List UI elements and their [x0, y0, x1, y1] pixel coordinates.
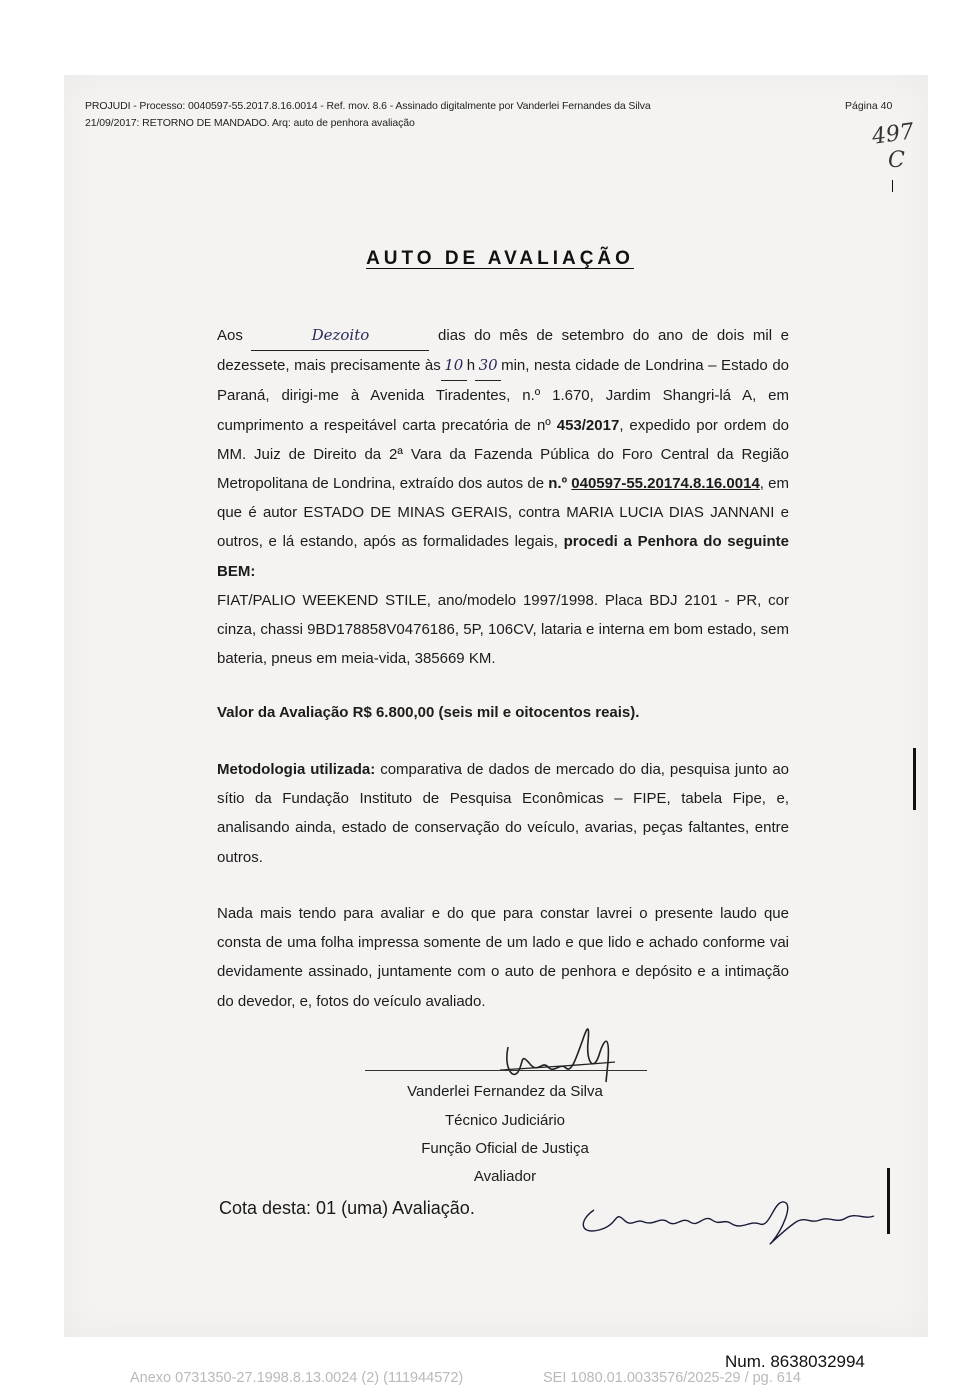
- text-court: , expedido por ordem do MM. Juiz de Direito da 2ª Vara da Fazenda Pública do Foro Central da Região Metropolitana de Londrina, extraído dos autos de: [217, 416, 790, 493]
- page-number: Página 40: [845, 100, 893, 112]
- metodologia-label: Metodologia utilizada:: [217, 761, 376, 778]
- text-h: h: [466, 357, 476, 375]
- handwritten-page-letter: C: [888, 148, 905, 173]
- precatoria-number: 453/2017: [556, 416, 620, 434]
- handwritten-signature: [574, 1190, 884, 1250]
- minute-blank: [475, 351, 501, 381]
- cota-text: Cota desta: 01 (uma) Avaliação.: [219, 1198, 475, 1218]
- metodologia-paragraph: [217, 755, 789, 872]
- text-aos: Aos: [217, 327, 243, 344]
- scan-edge-mark-middle: [913, 748, 916, 810]
- handwritten-day: Dezoito: [311, 326, 370, 344]
- vehicle-description: FIAT/PALIO WEEKEND STILE, ano/modelo 1997/1998. Placa BDJ 2101 - PR, cor cinza, chassi 9BD178858V0476186, 5P, 106CV, lataria e interna em bom estado, sem bateria, pneus em meia-vida, 385669 KM.: [217, 591, 789, 668]
- signer-role-oficial: Função Oficial de Justiça: [421, 1140, 589, 1157]
- handwritten-page-number: 497: [870, 119, 916, 150]
- signer-name: Vanderlei Fernandez da Silva: [407, 1083, 603, 1100]
- footer-anexo: Anexo 0731350-27.1998.8.13.0024 (2) (111944572): [130, 1370, 464, 1386]
- text-parties: , em que é autor ESTADO DE MINAS GERAIS, contra MARIA LUCIA DIAS JANNANI e outros, e lá estando, após as formalidades legais,: [217, 475, 789, 551]
- signature-line: [365, 1070, 647, 1071]
- hour-blank: [441, 351, 467, 381]
- main-paragraph: [217, 321, 789, 673]
- footer-sei: SEI 1080.01.0033576/2025-29 / pg. 614: [543, 1370, 801, 1386]
- handwritten-minute: 30: [478, 356, 498, 375]
- projudi-header-line1: PROJUDI - Processo: 0040597-55.2017.8.16.0014 - Ref. mov. 8.6 - Assinado digitalmente por Vanderlei Fernandes da Silva: [85, 100, 651, 112]
- autos-number: 040597-55.20174.8.16.0014: [571, 475, 760, 493]
- projudi-header-line2: 21/09/2017: RETORNO DE MANDADO. Arq: auto de penhora avaliação: [85, 117, 415, 129]
- signature-scribble: [490, 1012, 620, 1087]
- metodologia-text: comparativa de dados de mercado do dia, pesquisa junto ao sítio da Fundação Instituto de Pesquisa Econômicas – FIPE, tabela Fipe, e, analisando ainda, estado de conservação do veículo, avarias, peças faltantes, entre outros.: [217, 761, 789, 866]
- document-title: AUTO DE AVALIAÇÃO: [366, 248, 634, 269]
- autos-label: n.º: [548, 475, 568, 493]
- signer-role-tecnico: Técnico Judiciário: [444, 1112, 566, 1129]
- text-location: min, nesta cidade de Londrina – Estado do Paraná, dirigi-me à Avenida Tiradentes, n.º 1.670, Jardim Shangri-lá A, em cumprimento a respeitável carta precatória de nº: [217, 357, 789, 434]
- closing-paragraph: Nada mais tendo para avaliar e do que para constar lavrei o presente laudo que consta de uma folha impressa somente de um lado e que lido e achado conforme vai devidamente assinado, juntamente com o auto de penhora e depósito e a intimação do devedor, e, fotos do veículo avaliado.: [217, 905, 789, 1010]
- valor-avaliacao: Valor da Avaliação R$ 6.800,00 (seis mil e oitocentos reais).: [217, 704, 640, 721]
- document-id: Num. 8638032994: [725, 1352, 865, 1371]
- day-blank: [251, 321, 429, 351]
- handwritten-hour: 10: [444, 356, 464, 375]
- signer-role-avaliador: Avaliador: [473, 1168, 537, 1185]
- penhora-statement: procedi a Penhora do seguinte BEM:: [217, 533, 789, 580]
- scan-edge-mark-bottom: [887, 1168, 890, 1234]
- text-date: dias do mês de setembro do ano de dois mil e dezessete, mais precisamente às: [217, 327, 790, 375]
- scan-edge-mark-top: [892, 180, 893, 192]
